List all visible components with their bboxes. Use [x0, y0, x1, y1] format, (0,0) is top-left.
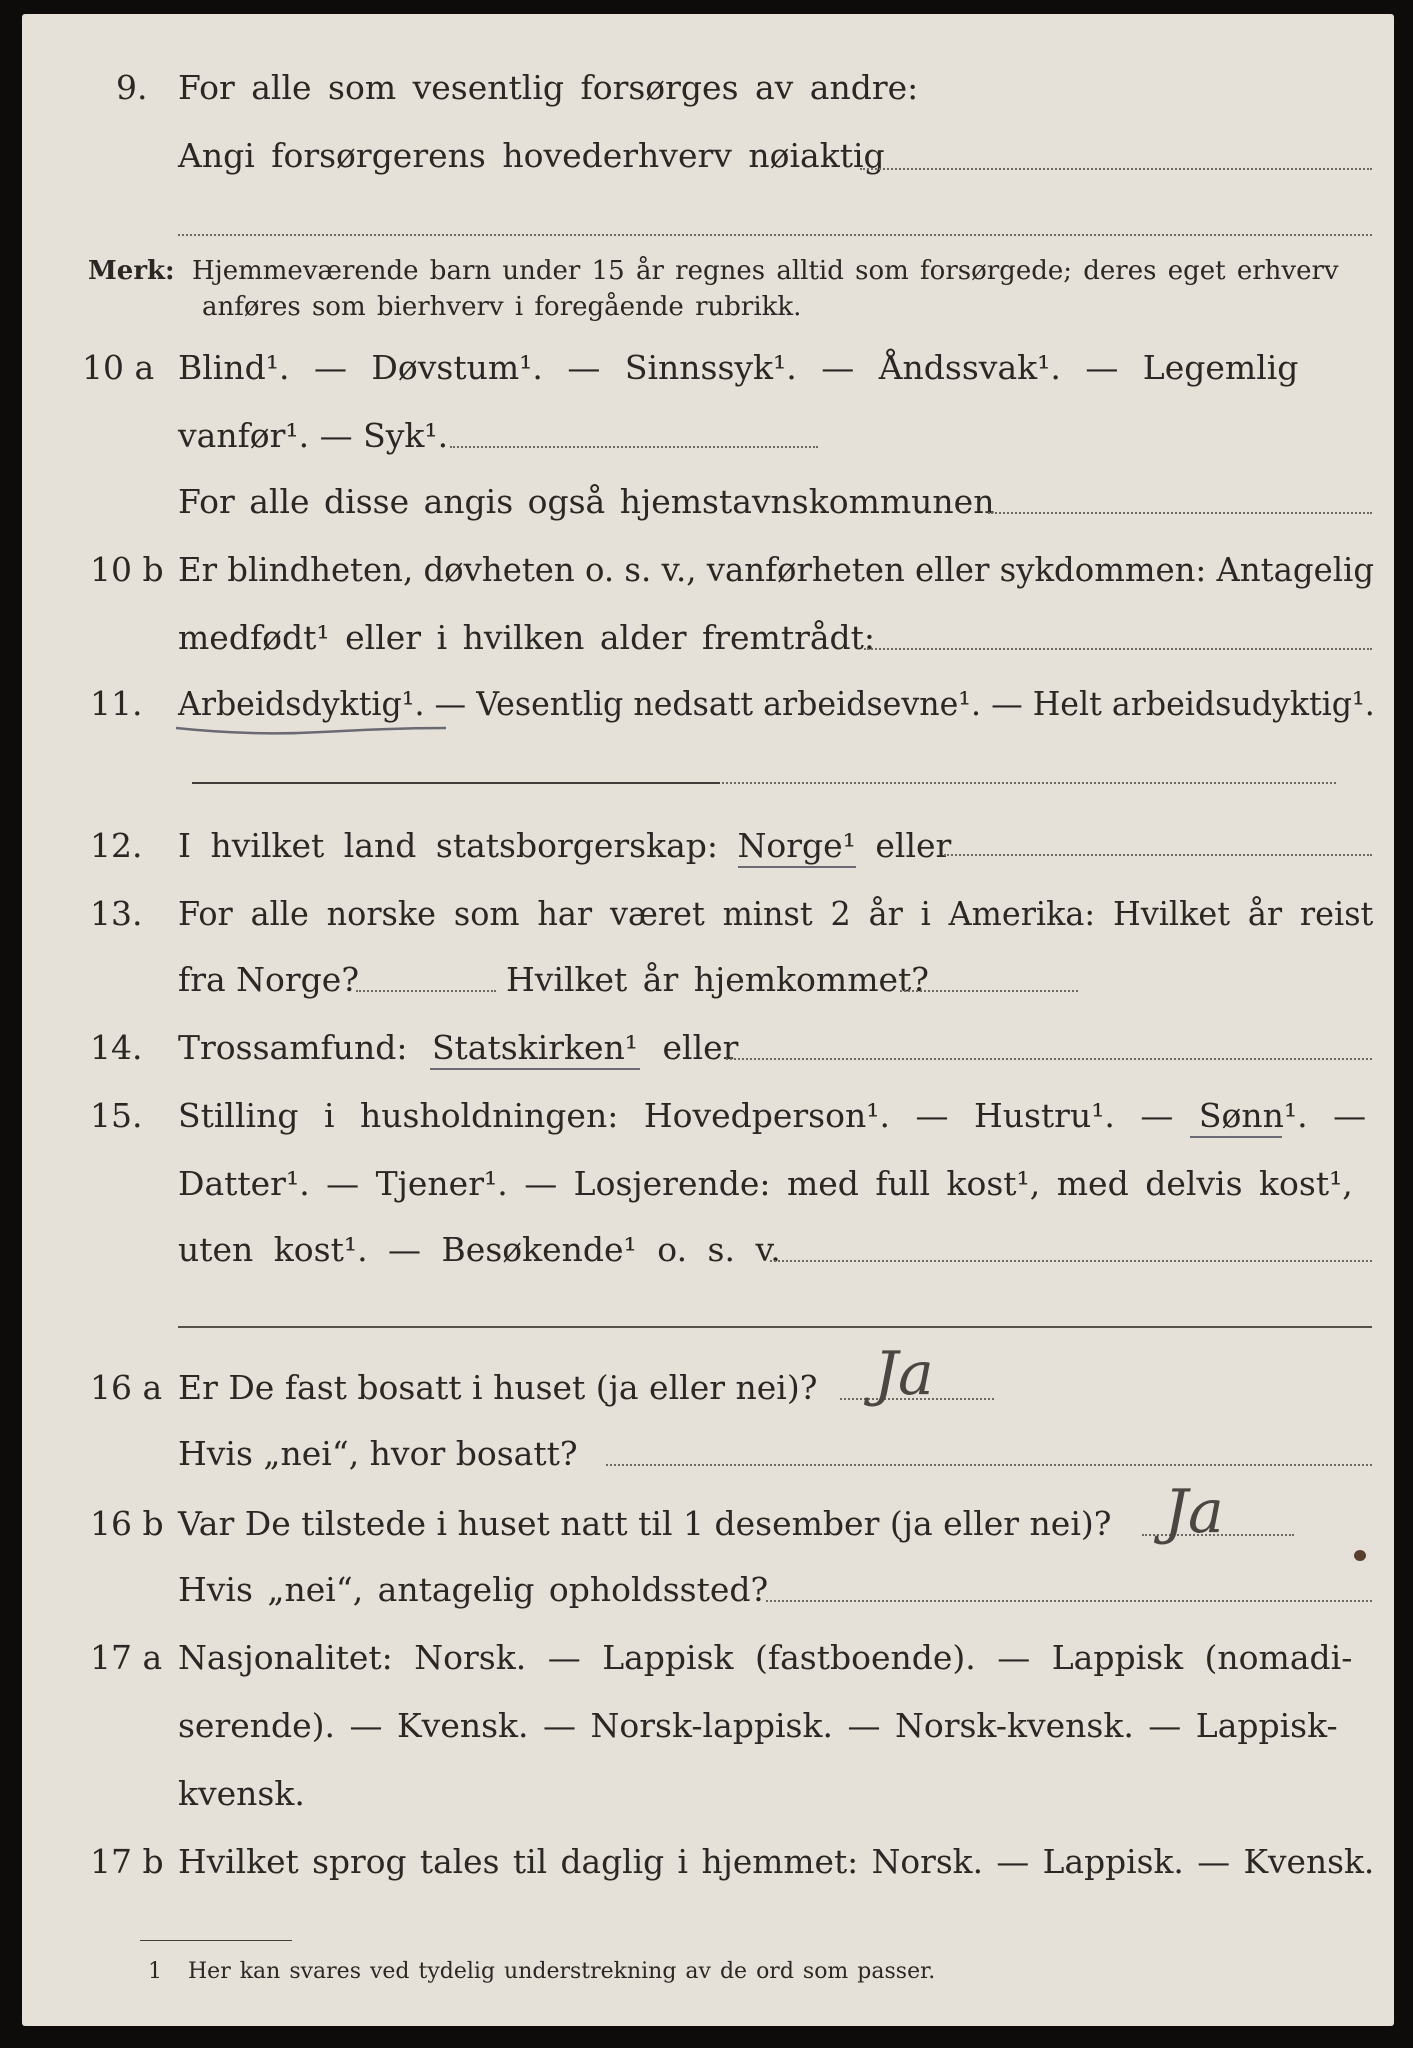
q12-underline-mark	[738, 866, 856, 868]
q16a-handwritten-answer: Ja	[874, 1339, 934, 1409]
q15-line2: Datter¹. — Tjener¹. — Losjerende: med full kost¹, med delvis kost¹,	[178, 1164, 1353, 1203]
q16b-line1: Var De tilstede i huset natt til 1 desember (ja eller nei)?	[178, 1504, 1112, 1543]
q14-line1: Trossamfund: Statskirken¹ eller	[178, 1028, 739, 1067]
q10a-line3: For alle disse angis også hjemstavnskommunen	[178, 482, 995, 521]
q16a-line1: Er De fast bosatt i huset (ja eller nei)?	[178, 1368, 818, 1407]
q13-return-line	[900, 990, 1078, 992]
q10a-line2: vanfør¹. — Syk¹.	[178, 416, 449, 455]
q13-number: 13.	[90, 894, 143, 933]
q15-answer-line-2	[178, 1326, 1372, 1328]
merk-line1: Hjemmeværende barn under 15 år regnes alltid som forsørgede; deres eget erhverv	[192, 256, 1339, 286]
q9-answer-line-2	[178, 234, 1372, 236]
q17a-line2: serende). — Kvensk. — Norsk-lappisk. — Norsk-kvensk. — Lappisk-	[178, 1706, 1338, 1745]
footnote-text: Her kan svares ved tydelig understrekning av de ord som passer.	[188, 1959, 936, 1984]
footnote-rule	[140, 1940, 292, 1941]
q14-answer-line	[726, 1058, 1372, 1060]
q11-answer-line-dotted	[722, 782, 1336, 784]
q10b-line2: medfødt¹ eller i hvilken alder fremtrådt:	[178, 618, 876, 657]
footnote-mark: 1	[148, 1959, 162, 1984]
ink-spot	[1354, 1550, 1366, 1561]
q17b-number: 17 b	[90, 1842, 164, 1881]
q9-number: 9.	[116, 68, 148, 107]
q16a-line2: Hvis „nei“, hvor bosatt?	[178, 1434, 578, 1473]
q15-answer-line	[770, 1260, 1372, 1262]
q9-line1: For alle som vesentlig forsørges av andre:	[178, 68, 919, 107]
q16b-line2: Hvis „nei“, antagelig opholdssted?	[178, 1570, 769, 1609]
q10b-answer-line	[864, 648, 1372, 650]
q15-underline-mark	[1190, 1136, 1282, 1138]
q16b-location-line	[766, 1600, 1372, 1602]
merk-label: Merk:	[88, 256, 175, 286]
q14-underline-mark	[430, 1068, 640, 1070]
q12-line1: I hvilket land statsborgerskap: Norge¹ eller	[178, 826, 952, 865]
q11-answer-line-solid	[192, 782, 720, 784]
q15-number: 15.	[90, 1096, 143, 1135]
q10a-answer-line	[450, 446, 818, 448]
q11-line1: Arbeidsdyktig¹. — Vesentlig nedsatt arbeidsevne¹. — Helt arbeidsudyktig¹.	[178, 684, 1375, 723]
q16b-number: 16 b	[90, 1504, 164, 1543]
q15-line3: uten kost¹. — Besøkende¹ o. s. v.	[178, 1230, 781, 1269]
census-form-page	[22, 14, 1394, 2026]
merk-line2: anføres som bierhverv i foregående rubrikk.	[202, 292, 802, 322]
q11-underline-mark	[172, 720, 452, 740]
q16b-handwritten-answer: Ja	[1164, 1477, 1224, 1547]
q9-answer-line	[860, 168, 1372, 170]
q13-departure-line	[356, 990, 496, 992]
q17a-line3: kvensk.	[178, 1774, 305, 1813]
q11-number: 11.	[90, 684, 143, 723]
q12-number: 12.	[90, 826, 143, 865]
q17a-number: 17 a	[90, 1638, 163, 1677]
q10a-hometown-line	[988, 512, 1372, 514]
q13-line2b: Hvilket år hjemkommet?	[506, 960, 929, 999]
q17a-line1: Nasjonalitet: Norsk. — Lappisk (fastboende). — Lappisk (nomadi-	[178, 1638, 1353, 1677]
q10a-number: 10 a	[82, 348, 155, 387]
q16a-number: 16 a	[90, 1368, 163, 1407]
q13-line2a: fra Norge?	[178, 960, 360, 999]
q13-line1: For alle norske som har været minst 2 år i Amerika: Hvilket år reist	[178, 894, 1374, 933]
q10a-line1: Blind¹. — Døvstum¹. — Sinnssyk¹. — Åndssvak¹. — Legemlig	[178, 348, 1299, 387]
q9-line2: Angi forsørgerens hovederhverv nøiaktig	[178, 136, 885, 175]
q10b-line1: Er blindheten, døvheten o. s. v., vanførheten eller sykdommen: Antagelig	[178, 550, 1375, 589]
q12-answer-line	[944, 854, 1372, 856]
q10b-number: 10 b	[90, 550, 164, 589]
q14-number: 14.	[90, 1028, 143, 1067]
q16a-residence-line	[606, 1464, 1372, 1466]
q15-line1: Stilling i husholdningen: Hovedperson¹. — Hustru¹. — Sønn¹. —	[178, 1096, 1367, 1135]
q17b-line1: Hvilket sprog tales til daglig i hjemmet: Norsk. — Lappisk. — Kvensk.	[178, 1842, 1375, 1881]
